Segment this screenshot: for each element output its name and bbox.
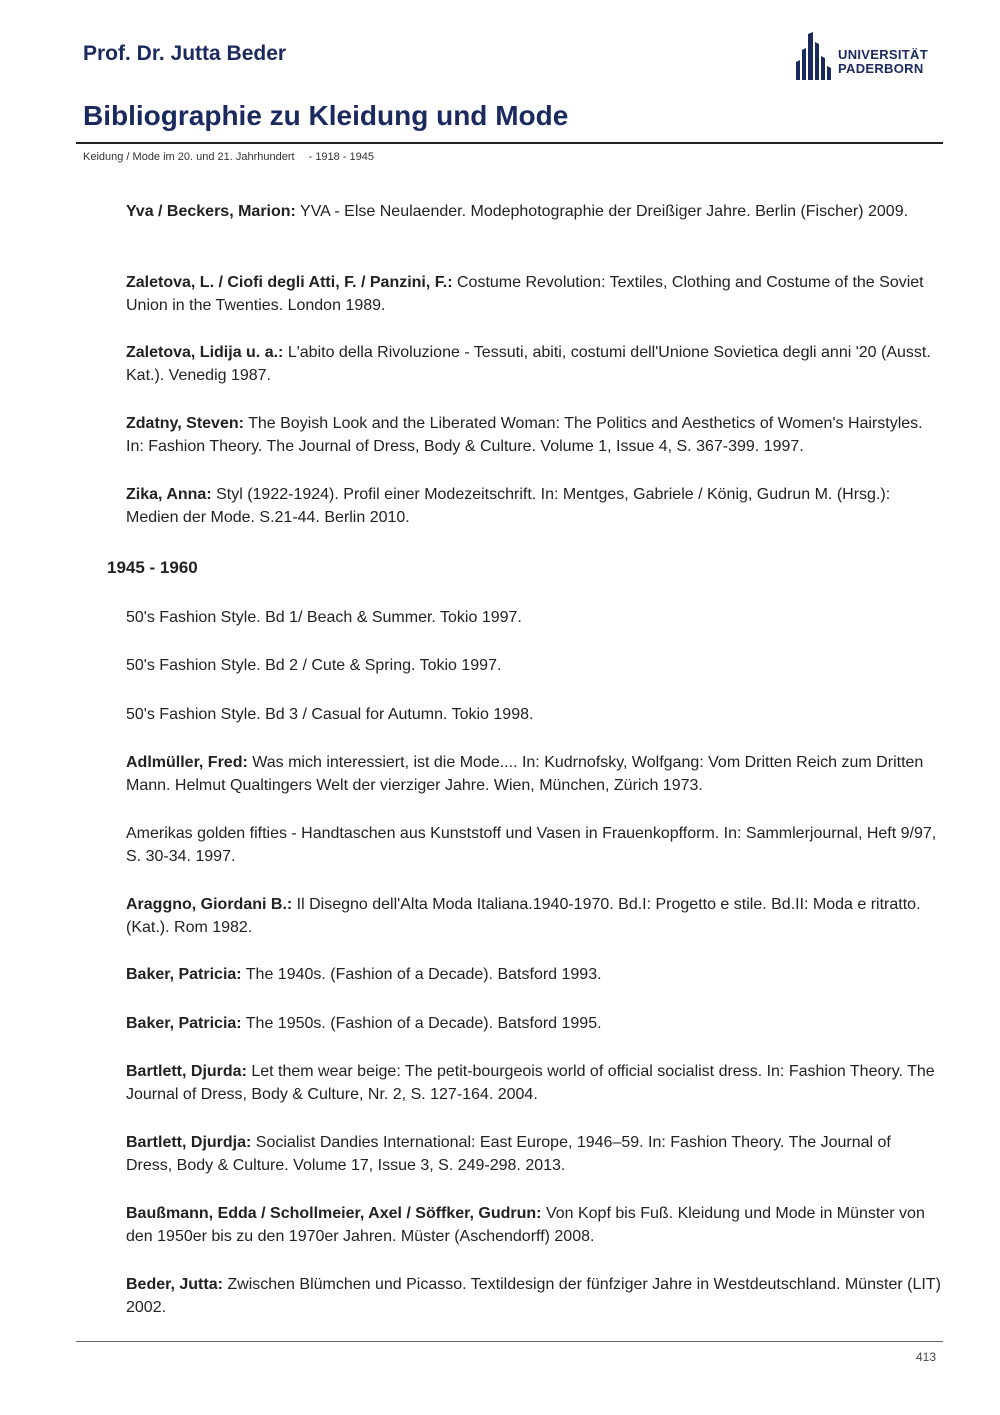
- bibliography-entry: [126, 484, 941, 529]
- entry-text: L'abito della Rivoluzione - Tessuti, abiti, costumi dell'Unione Sovietica degli anni '20 (Ausst. Kat.). Venedig 1987.: [126, 344, 931, 384]
- entry-text: 50's Fashion Style. Bd 2 / Cute & Spring. Tokio 1997.: [126, 657, 502, 674]
- entry-text: The 1940s. (Fashion of a Decade). Batsford 1993.: [241, 966, 602, 983]
- entry-text: 50's Fashion Style. Bd 1/ Beach & Summer. Tokio 1997.: [126, 609, 522, 626]
- entry-text: The Boyish Look and the Liberated Woman: The Politics and Aesthetics of Women's Hairstyles. In: Fashion Theory. The Journal of Dress, Body & Culture. Volume 1, Issue 4, S. 367-399. 1997.: [126, 415, 923, 455]
- subtitle-main: Keidung / Mode im 20. und 21. Jahrhundert: [83, 151, 295, 163]
- entry-author: Yva / Beckers, Marion:: [126, 203, 296, 220]
- entry-author: Beder, Jutta:: [126, 1276, 223, 1293]
- entry-author: Zika, Anna:: [126, 486, 212, 503]
- bibliography-entry: [126, 342, 941, 387]
- bibliography-entry: [126, 1132, 941, 1177]
- entry-text: YVA - Else Neulaender. Modephotographie der Dreißiger Jahre. Berlin (Fischer) 2009.: [295, 203, 909, 220]
- page-title: Bibliographie zu Kleidung und Mode: [83, 100, 569, 131]
- bibliography-entry: [126, 1274, 941, 1319]
- page-number: 413: [915, 1350, 936, 1364]
- entry-author: Bartlett, Djurdja:: [126, 1134, 252, 1151]
- author-name: Prof. Dr. Jutta Beder: [83, 42, 287, 65]
- page-subtitle: [83, 151, 374, 163]
- entry-author: Adlmüller, Fred:: [126, 754, 248, 771]
- entry-text: Costume Revolution: Textiles, Clothing and Costume of the Soviet Union in the Twenties. London 1989.: [126, 274, 924, 314]
- entry-author: Zdatny, Steven:: [126, 415, 244, 432]
- bibliography-entry: [126, 1013, 941, 1036]
- logo-line-1: UNIVERSITÄT: [838, 47, 928, 62]
- entry-author: Baker, Patricia:: [126, 1015, 242, 1032]
- bibliography-entry: [126, 964, 941, 987]
- entry-text: Zwischen Blümchen und Picasso. Textildesign der fünfziger Jahre in Westdeutschland. Münster (LIT) 2002.: [126, 1276, 941, 1316]
- entry-text: Let them wear beige: The petit-bourgeois world of official socialist dress. In: Fashion Theory. The Journal of Dress, Body & Culture, Nr. 2, S. 127-164. 2004.: [126, 1063, 935, 1103]
- entry-author: Zaletova, L. / Ciofi degli Atti, F. / Panzini, F.:: [126, 274, 453, 291]
- entry-text: The 1950s. (Fashion of a Decade). Batsford 1995.: [241, 1015, 602, 1032]
- entry-text: Il Disegno dell'Alta Moda Italiana.1940-1970. Bd.I: Progetto e stile. Bd.II: Moda e ritratto. (Kat.). Rom 1982.: [126, 896, 921, 936]
- entry-author: Zaletova, Lidija u. a.:: [126, 344, 284, 361]
- bibliography-entry: [126, 823, 941, 868]
- header-divider: [76, 142, 943, 144]
- entry-text: Socialist Dandies International: East Europe, 1946–59. In: Fashion Theory. The Journal of Dress, Body & Culture. Volume 17, Issue 3, S. 249-298. 2013.: [126, 1134, 891, 1174]
- bibliography-entry: [126, 413, 941, 458]
- university-logo-icon: [794, 32, 832, 80]
- university-logo: [794, 32, 934, 82]
- entry-text: 50's Fashion Style. Bd 3 / Casual for Autumn. Tokio 1998.: [126, 706, 534, 723]
- bibliography-entry: [126, 1203, 941, 1248]
- bibliography-entry: [126, 1061, 941, 1106]
- section-heading: 1945 - 1960: [107, 558, 198, 577]
- entry-author: Bartlett, Djurda:: [126, 1063, 247, 1080]
- entry-text: Was mich interessiert, ist die Mode.... In: Kudrnofsky, Wolfgang: Vom Dritten Reich zum Dritten Mann. Helmut Qualtingers Welt der vierziger Jahre. Wien, München, Zürich 1973.: [126, 754, 924, 794]
- entry-text: Amerikas golden fifties - Handtaschen aus Kunststoff und Vasen in Frauenkopfform. In: Sammlerjournal, Heft 9/97, S. 30-34. 1997.: [126, 825, 937, 865]
- bibliography-entry: [126, 704, 941, 727]
- footer-divider: [76, 1341, 943, 1342]
- entry-author: Baker, Patricia:: [126, 966, 242, 983]
- bibliography-entry: [126, 201, 941, 224]
- subtitle-range: - 1918 - 1945: [308, 151, 375, 163]
- bibliography-entry: [126, 894, 941, 939]
- bibliography-entry: [126, 752, 941, 797]
- logo-line-2: PADERBORN: [838, 61, 924, 76]
- entry-text: Styl (1922-1924). Profil einer Modezeitschrift. In: Mentges, Gabriele / König, Gudrun M. (Hrsg.): Medien der Mode. S.21-44. Berlin 2010.: [126, 486, 891, 526]
- bibliography-entry: [126, 272, 941, 317]
- bibliography-entry: [126, 655, 941, 678]
- entry-author: Baußmann, Edda / Schollmeier, Axel / Söffker, Gudrun:: [126, 1205, 542, 1222]
- bibliography-entry: [126, 607, 941, 630]
- entry-text: Von Kopf bis Fuß. Kleidung und Mode in Münster von den 1950er bis zu den 1970er Jahren. Müster (Aschendorff) 2008.: [126, 1205, 925, 1245]
- entry-author: Araggno, Giordani B.:: [126, 896, 293, 913]
